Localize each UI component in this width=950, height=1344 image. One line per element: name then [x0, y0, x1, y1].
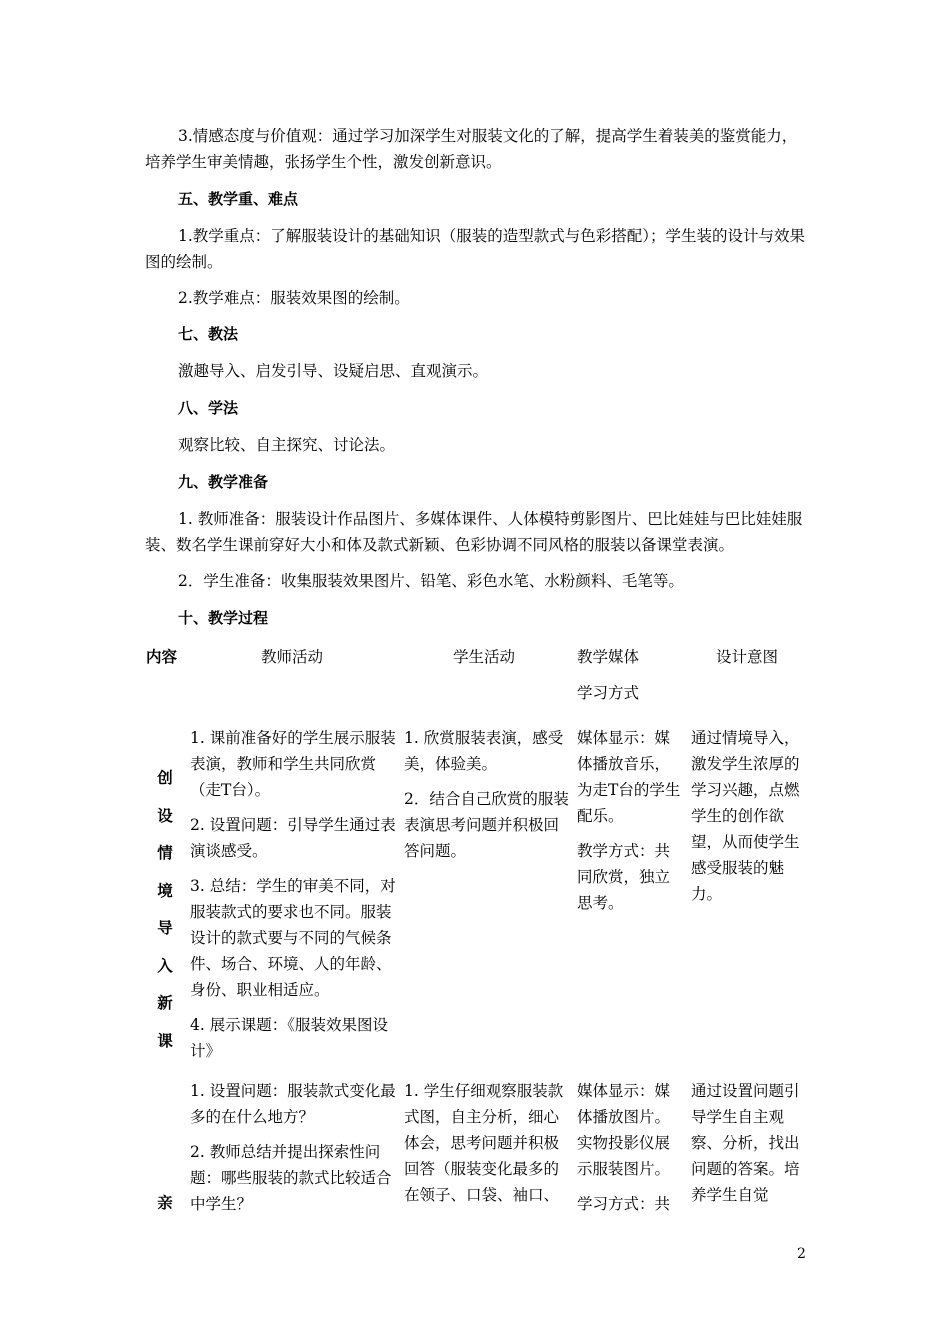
row-label-hands-on: 亲 [157, 1194, 173, 1212]
row1-media [577, 725, 685, 916]
page-number: 2 [797, 1246, 806, 1262]
table-header-intent: 设计意图 [716, 648, 779, 666]
list-item: 3. 总结：学生的审美不同，对服装款式的要求也不同。服装设计的款式要与不同的气候条件、场合、环境、人的年龄、身份、职业相适应。 [190, 877, 396, 999]
table-header-content: 内容 [146, 648, 178, 666]
list-item: 学习方式：共 [577, 1195, 671, 1213]
row1-design-intent: 通过情境导入，激发学生浓厚的学习兴趣，点燃学生的创作欲望，从而使学生感受服装的魅力。 [691, 729, 800, 903]
list-item: 1. 设置问题：服装款式变化最多的在什么地方？ [190, 1082, 396, 1126]
section-9-paragraph-1: 1. 教师准备：服装设计作品图片、多媒体课件、人体模特剪影图片、巴比娃娃与巴比娃娃服装、数名学生课前穿好大小和体及款式新颖、色彩协调不同风格的服装以备课堂表演。 [145, 510, 803, 554]
section-5-paragraph-2: 2.教学难点：服装效果图的绘制。 [178, 289, 410, 307]
list-item: 2. 设置问题：引导学生通过表演谈感受。 [190, 816, 396, 860]
row2-student-activity [404, 1078, 571, 1208]
section-heading-9: 九、教学准备 [178, 473, 269, 491]
list-item: 4. 展示课题：《服装效果图设计》 [190, 1016, 388, 1060]
row-label-create-situation: 创 设 情 境 导 入 新 课 [157, 769, 173, 1050]
table-header-media: 教学媒体 [577, 648, 640, 666]
list-item: 1. 学生仔细观察服装款式图，自主分析，细心体会，思考问题并积极回答（服装变化最多的在领子、口袋、袖口、 [404, 1082, 564, 1204]
section-7-paragraph: 激趣导入、启发引导、设疑启思、直观演示。 [178, 362, 489, 380]
section-heading-8: 八、学法 [178, 399, 239, 417]
section-heading-7: 七、教法 [178, 325, 239, 343]
list-item: 2. 教师总结并提出探索性问题：哪些服装的款式比较适合中学生？ [190, 1143, 392, 1213]
row2-teacher-activity [190, 1078, 401, 1217]
row1-student-activity [404, 725, 571, 864]
list-item: 媒体显示：媒体播放图片。实物投影仪展示服装图片。 [577, 1082, 671, 1178]
intro-paragraph: 3.情感态度与价值观：通过学习加深学生对服装文化的了解，提高学生着装美的鉴赏能力，培养学生审美情趣，张扬学生个性，激发创新意识。 [145, 127, 798, 171]
table-header-student: 学生活动 [453, 648, 516, 666]
table-header-teacher: 教师活动 [261, 648, 324, 666]
section-9-paragraph-2: 2．学生准备：收集服装效果图片、铅笔、彩色水笔、水粉颜料、毛笔等。 [178, 572, 684, 590]
row2-media [577, 1078, 685, 1217]
section-heading-5: 五、教学重、难点 [178, 190, 299, 208]
row2-design-intent: 通过设置问题引导学生自主观察、分析，找出问题的答案。培养学生自觉 [691, 1082, 800, 1204]
section-5-paragraph-1: 1.教学重点：了解服装设计的基础知识（服装的造型款式与色彩搭配）；学生装的设计与效果图的绘制。 [145, 227, 806, 271]
list-item: 1. 课前准备好的学生展示服装表演，教师和学生共同欣赏（走T台）。 [190, 729, 396, 799]
list-item: 1. 欣赏服装表演，感受美，体验美。 [404, 729, 564, 773]
table-header-study-method: 学习方式 [577, 684, 640, 702]
section-8-paragraph: 观察比较、自主探究、讨论法。 [178, 436, 396, 454]
section-heading-10: 十、教学过程 [178, 609, 269, 627]
list-item: 教学方式：共同欣赏，独立思考。 [577, 842, 671, 912]
row1-teacher-activity [190, 725, 401, 1064]
list-item: 2．结合自己欣赏的服装表演思考问题并积极回答问题。 [404, 790, 569, 860]
list-item: 媒体显示：媒体播放音乐，为走T台的学生配乐。 [577, 729, 681, 825]
